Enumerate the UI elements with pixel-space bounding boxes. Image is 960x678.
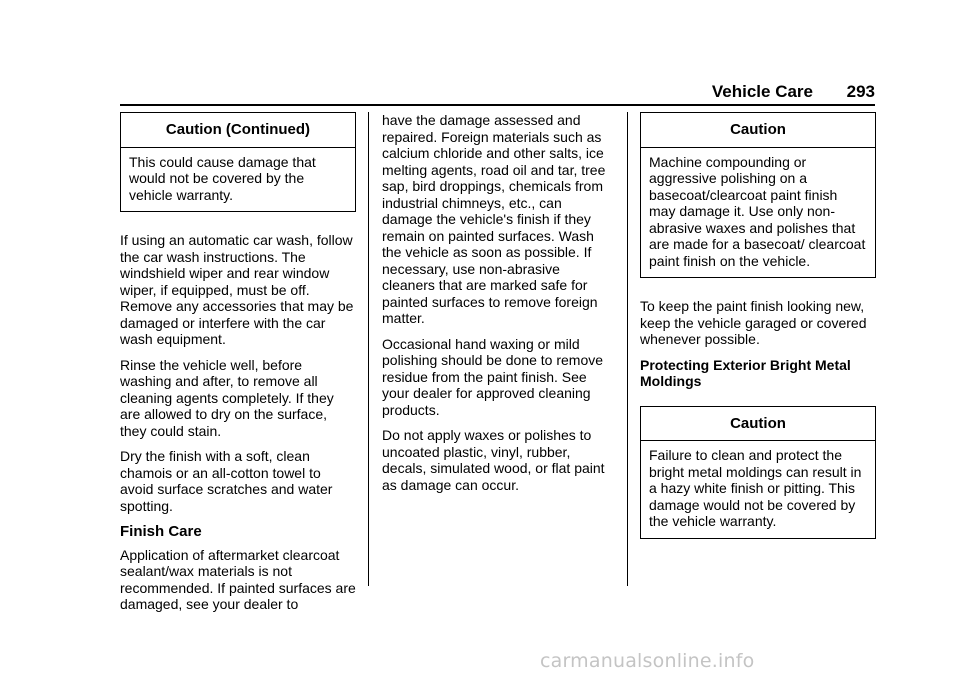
section-heading: Finish Care	[120, 523, 202, 540]
caution-box	[640, 406, 876, 539]
paragraph: If using an automatic car wash, follow the car wash instructions. The windshield wiper and rear window wiper, if equipped, must be off. Remove any accessories that may be damaged or interfere with the car wash equipment.	[120, 232, 354, 347]
caution-body: Failure to clean and protect the bright metal moldings can result in a hazy white finish or pitting. This damage would not be covered by the vehicle warranty.	[649, 447, 862, 529]
column-1	[120, 112, 356, 622]
column-3	[640, 112, 876, 553]
paragraph: Do not apply waxes or polishes to uncoated plastic, vinyl, rubber, decals, simulated wood, or flat paint as damage can occur.	[382, 427, 605, 493]
caution-body: This could cause damage that would not be covered by the vehicle warranty.	[129, 153, 316, 203]
column-2	[382, 112, 614, 502]
header-rule	[120, 104, 875, 106]
paragraph: Dry the finish with a soft, clean chamois or an all-cotton towel to avoid surface scratches and water spotting.	[120, 448, 333, 514]
paragraph: Application of aftermarket clearcoat sealant/wax materials is not recommended. If painted surfaces are damaged, see your dealer to	[120, 546, 356, 612]
page-header	[120, 82, 875, 104]
page-number: 293	[846, 82, 875, 101]
caution-title: Caution (Continued)	[121, 113, 355, 148]
caution-box	[640, 112, 876, 278]
caution-body: Machine compounding or aggressive polishing on a basecoat/clearcoat paint finish may damage it. Use only non-abrasive waxes and polishes that are made for a basecoat/ clearcoat paint finish on the vehicle.	[649, 153, 866, 269]
subsection-heading: Protecting Exterior Bright Metal Moldings	[640, 356, 851, 389]
caution-box	[120, 112, 356, 212]
caution-title: Caution	[641, 407, 875, 442]
section-title: Vehicle Care	[711, 82, 813, 101]
column-divider	[627, 112, 628, 586]
paragraph: Rinse the vehicle well, before washing and after, to remove all cleaning agents completely. If they are allowed to dry on the surface, they could stain.	[120, 356, 334, 439]
paragraph: have the damage assessed and repaired. Foreign materials such as calcium chloride and other salts, ice melting agents, road oil and tar, tree sap, bird droppings, chemicals from industrial chimneys, etc., can damage the vehicle's finish if they remain on painted surfaces. Wash the vehicle as soon as possible. If necessary, use non-abrasive cleaners that are marked safe for painted surfaces to remove foreign matter.	[382, 112, 606, 326]
column-divider	[368, 112, 369, 586]
paragraph: Occasional hand waxing or mild polishing should be done to remove residue from the paint finish. See your dealer for approved cleaning products.	[382, 335, 604, 418]
watermark-text: carmanualsonline.info	[540, 650, 755, 672]
caution-title: Caution	[641, 113, 875, 148]
paragraph: To keep the paint finish looking new, keep the vehicle garaged or covered whenever possible.	[640, 298, 867, 347]
